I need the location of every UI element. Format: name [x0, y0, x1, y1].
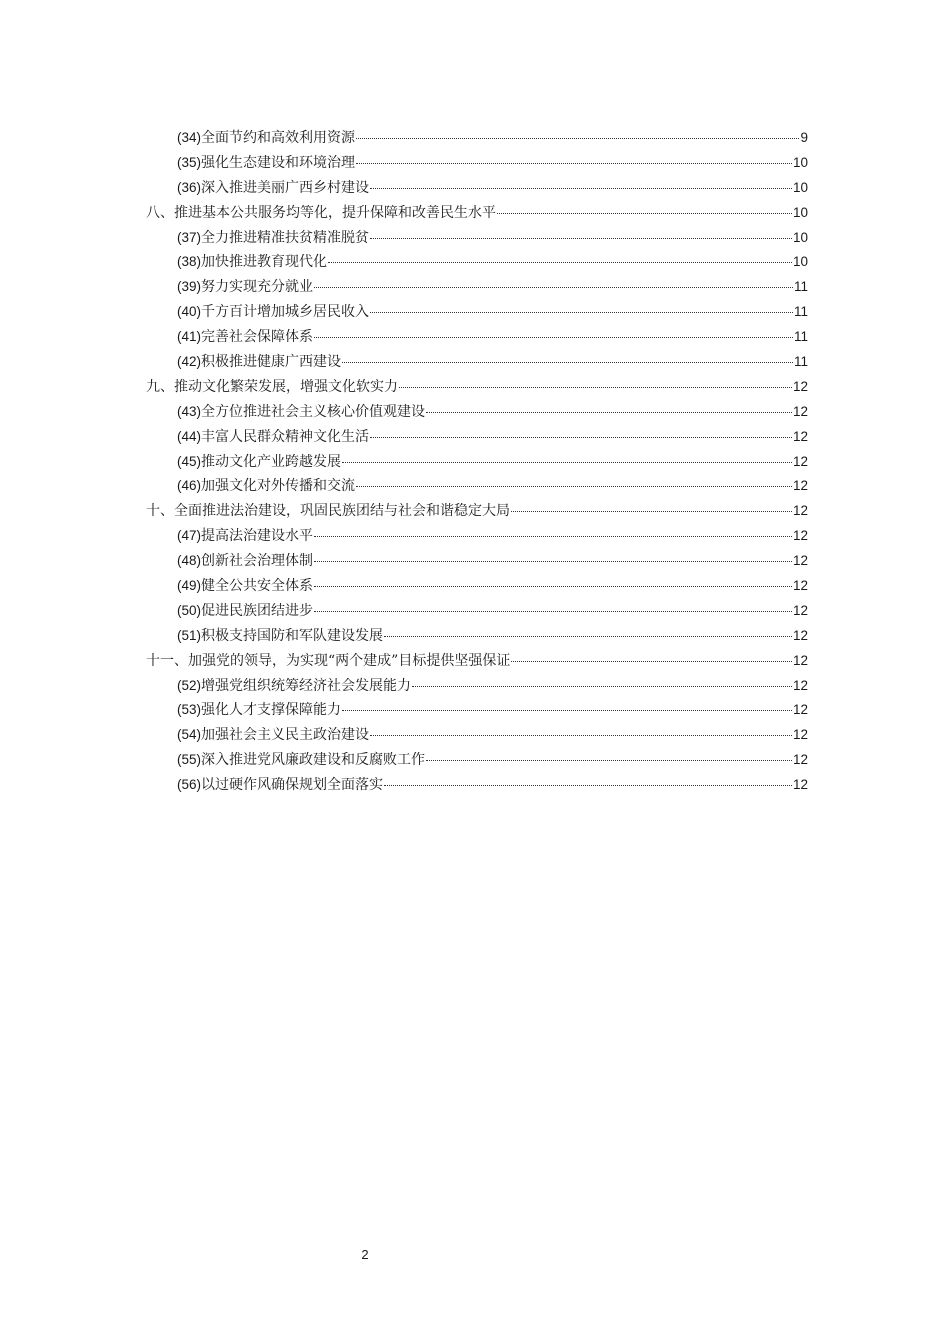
toc-section-entry[interactable] — [146, 450, 808, 475]
toc-section-entry[interactable] — [146, 599, 808, 624]
toc-page-number: 12 — [792, 752, 808, 768]
toc-dot-leader — [370, 734, 792, 736]
toc-dot-leader — [370, 311, 793, 313]
toc-dot-leader — [342, 461, 792, 463]
toc-entry-label — [177, 574, 313, 599]
toc-entry-label — [177, 549, 313, 574]
toc-entry-number: (54) — [177, 727, 202, 743]
toc-page-number: 11 — [793, 304, 808, 320]
toc-entry-label — [177, 250, 327, 275]
toc-page-number: 12 — [792, 403, 808, 419]
toc-page-number: 11 — [793, 279, 808, 295]
toc-dot-leader — [314, 585, 792, 587]
toc-page-number: 11 — [793, 354, 808, 370]
toc-entry-label — [177, 325, 313, 350]
toc-entry-title: 完善社会保障体系 — [201, 329, 314, 346]
toc-entry-label — [146, 649, 510, 674]
toc-dot-leader — [511, 660, 792, 662]
toc-entry-number: (39) — [177, 279, 202, 295]
toc-dot-leader — [356, 137, 799, 139]
toc-entry-number: (37) — [177, 229, 202, 245]
toc-entry-label — [177, 624, 383, 649]
toc-section-entry[interactable] — [146, 624, 808, 649]
toc-dot-leader — [370, 237, 792, 239]
toc-entry-title: 深入推进党风廉政建设和反腐败工作 — [201, 752, 426, 769]
toc-page-number: 12 — [792, 553, 808, 569]
toc-section-entry[interactable] — [146, 300, 808, 325]
toc-entry-number: (48) — [177, 553, 202, 569]
toc-entry-label — [146, 499, 510, 524]
toc-entry-label — [177, 773, 383, 798]
toc-entry-label — [177, 450, 341, 475]
toc-page-number: 10 — [792, 179, 808, 195]
toc-section-entry[interactable] — [146, 250, 808, 275]
toc-entry-label — [177, 350, 341, 375]
toc-dot-leader — [384, 784, 792, 786]
toc-entry-number: (49) — [177, 578, 202, 594]
toc-dot-leader — [511, 510, 792, 512]
toc-entry-number: (40) — [177, 304, 202, 320]
toc-page-number: 12 — [792, 677, 808, 693]
toc-dot-leader — [426, 411, 792, 413]
toc-dot-leader — [370, 436, 792, 438]
table-of-contents — [146, 126, 808, 798]
toc-section-entry[interactable] — [146, 723, 808, 748]
toc-entry-title: 十、全面推进法治建设，巩固民族团结与社会和谐稳定大局 — [146, 503, 510, 520]
toc-page-number: 12 — [792, 627, 808, 643]
toc-entry-label — [177, 300, 369, 325]
toc-entry-title: 丰富人民群众精神文化生活 — [201, 428, 370, 445]
toc-section-entry[interactable] — [146, 176, 808, 201]
toc-section-entry[interactable] — [146, 400, 808, 425]
toc-page-number: 12 — [792, 777, 808, 793]
toc-entry-title: 八、推进基本公共服务均等化，提升保障和改善民生水平 — [146, 204, 496, 221]
toc-chapter-entry[interactable] — [146, 375, 808, 400]
toc-page-number: 12 — [792, 478, 808, 494]
toc-page-number: 9 — [800, 130, 808, 145]
toc-page-number: 12 — [792, 727, 808, 743]
toc-entry-title: 促进民族团结进步 — [201, 602, 314, 619]
toc-section-entry[interactable] — [146, 226, 808, 251]
toc-entry-number: (38) — [177, 254, 202, 270]
toc-dot-leader — [356, 485, 792, 487]
toc-entry-label — [177, 226, 369, 251]
toc-entry-label — [177, 474, 355, 499]
toc-chapter-entry[interactable] — [146, 499, 808, 524]
toc-entry-title: 九、推动文化繁荣发展，增强文化软实力 — [146, 378, 398, 395]
toc-page-number: 10 — [792, 229, 808, 245]
toc-entry-number: (42) — [177, 354, 202, 370]
toc-dot-leader — [497, 212, 792, 214]
toc-entry-number: (53) — [177, 702, 202, 718]
toc-entry-number: (35) — [177, 154, 202, 170]
toc-page-number: 12 — [792, 428, 808, 444]
toc-entry-label — [177, 400, 425, 425]
toc-entry-title: 全面节约和高效利用资源 — [201, 130, 356, 146]
toc-entry-label — [146, 201, 496, 226]
toc-entry-number: (52) — [177, 677, 202, 693]
toc-entry-title: 以过硬作风确保规划全面落实 — [201, 777, 384, 794]
toc-page-number: 12 — [792, 652, 808, 668]
toc-page-number: 12 — [792, 453, 808, 469]
toc-entry-label — [177, 698, 341, 723]
toc-dot-leader — [342, 709, 792, 711]
toc-dot-leader — [342, 361, 793, 363]
toc-entry-title: 强化人才支撑保障能力 — [201, 702, 342, 719]
toc-entry-label — [177, 599, 313, 624]
toc-section-entry[interactable] — [146, 474, 808, 499]
toc-dot-leader — [426, 759, 792, 761]
toc-entry-label — [177, 748, 425, 773]
toc-entry-title: 加强文化对外传播和交流 — [201, 478, 356, 495]
footer-page-number: 2 — [361, 1247, 369, 1262]
toc-entry-number: (45) — [177, 453, 202, 469]
toc-entry-title: 强化生态建设和环境治理 — [201, 154, 356, 171]
toc-entry-label — [177, 674, 411, 699]
toc-entry-label — [177, 275, 313, 300]
toc-entry-number: (55) — [177, 752, 202, 768]
toc-entry-title: 努力实现充分就业 — [201, 279, 314, 296]
toc-dot-leader — [314, 535, 792, 537]
toc-dot-leader — [356, 162, 792, 164]
toc-page-number: 12 — [792, 528, 808, 544]
toc-entry-title: 推动文化产业跨越发展 — [201, 453, 342, 470]
toc-dot-leader — [370, 187, 792, 189]
toc-dot-leader — [412, 685, 792, 687]
toc-entry-title: 深入推进美丽广西乡村建设 — [201, 179, 370, 196]
toc-dot-leader — [314, 560, 792, 562]
toc-dot-leader — [314, 336, 793, 338]
toc-dot-leader — [314, 286, 793, 288]
toc-entry-number: (46) — [177, 478, 202, 494]
toc-dot-leader — [384, 635, 792, 637]
toc-entry-label — [177, 151, 355, 176]
toc-entry-title: 全力推进精准扶贫精准脱贫 — [201, 229, 370, 246]
toc-entry-number: (56) — [177, 777, 202, 793]
toc-section-entry[interactable] — [146, 674, 808, 699]
toc-entry-number: (50) — [177, 602, 202, 618]
toc-chapter-entry[interactable] — [146, 201, 808, 226]
toc-page-number: 12 — [792, 503, 808, 519]
toc-entry-title: 提高法治建设水平 — [201, 528, 314, 545]
toc-entry-label — [177, 176, 369, 201]
toc-chapter-entry[interactable] — [146, 649, 808, 674]
toc-entry-title: 全方位推进社会主义核心价值观建设 — [201, 403, 426, 420]
toc-section-entry[interactable] — [146, 126, 808, 151]
toc-entry-label — [177, 723, 369, 748]
toc-entry-number: (34) — [177, 130, 202, 145]
toc-section-entry[interactable] — [146, 549, 808, 574]
toc-entry-title: 千方百计增加城乡居民收入 — [201, 304, 370, 321]
toc-entry-title: 积极支持国防和军队建设发展 — [201, 627, 384, 644]
toc-entry-title: 加强社会主义民主政治建设 — [201, 727, 370, 744]
toc-entry-title: 积极推进健康广西建设 — [201, 354, 342, 371]
toc-section-entry[interactable] — [146, 524, 808, 549]
toc-entry-number: (47) — [177, 528, 202, 544]
toc-section-entry[interactable] — [146, 325, 808, 350]
toc-entry-label — [177, 425, 369, 450]
toc-entry-number: (36) — [177, 179, 202, 195]
toc-page-number: 12 — [792, 378, 808, 394]
toc-entry-label — [146, 375, 398, 400]
toc-page-number: 12 — [792, 702, 808, 718]
toc-section-entry[interactable] — [146, 151, 808, 176]
toc-entry-title: 健全公共安全体系 — [201, 578, 314, 595]
toc-entry-title: 创新社会治理体制 — [201, 553, 314, 570]
toc-page-number: 10 — [792, 154, 808, 170]
toc-entry-number: (44) — [177, 428, 202, 444]
toc-page-number: 10 — [792, 204, 808, 220]
toc-entry-title: 十一、加强党的领导，为实现“两个建成”目标提供坚强保证 — [146, 652, 511, 669]
toc-dot-leader — [314, 610, 792, 612]
toc-dot-leader — [399, 386, 792, 388]
toc-page-number: 12 — [792, 578, 808, 594]
toc-entry-number: (43) — [177, 403, 202, 419]
toc-section-entry[interactable] — [146, 698, 808, 723]
toc-entry-number: (51) — [177, 627, 202, 643]
toc-entry-label — [177, 126, 355, 151]
toc-section-entry[interactable] — [146, 574, 808, 599]
toc-section-entry[interactable] — [146, 773, 808, 798]
toc-entry-title: 增强党组织统筹经济社会发展能力 — [201, 677, 412, 694]
toc-section-entry[interactable] — [146, 425, 808, 450]
toc-entry-number: (41) — [177, 329, 202, 345]
toc-entry-title: 加快推进教育现代化 — [201, 254, 328, 271]
toc-page-number: 12 — [792, 602, 808, 618]
toc-section-entry[interactable] — [146, 350, 808, 375]
toc-section-entry[interactable] — [146, 748, 808, 773]
toc-entry-label — [177, 524, 313, 549]
toc-section-entry[interactable] — [146, 275, 808, 300]
toc-page-number: 10 — [792, 254, 808, 270]
toc-page-number: 11 — [793, 329, 808, 345]
toc-dot-leader — [328, 261, 792, 263]
